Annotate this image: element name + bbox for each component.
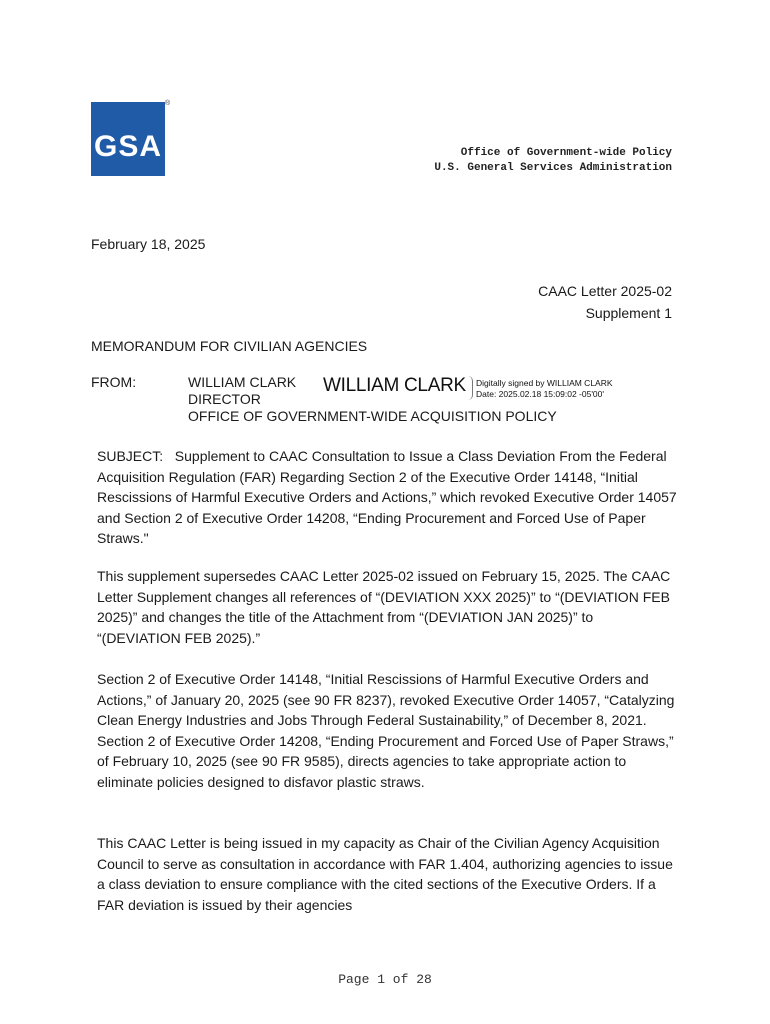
subject-text: Supplement to CAAC Consultation to Issue a Class Deviation From the Federal Acquisition Regulation (FAR) Regarding Section 2 of the Executive Order 14148, “Initial Rescissions of Harmful Executive Orders and Actions,” which revoked Executive Order 14057 and Section 2 of Executive Order 14208, “Ending Procurement and Forced Use of Paper Straws."	[97, 448, 677, 546]
signature-signed-by: Digitally signed by WILLIAM CLARK	[476, 378, 613, 388]
supplement-number: Supplement 1	[585, 305, 672, 321]
from-label: FROM:	[91, 374, 137, 390]
office-line-2: U.S. General Services Administration	[434, 162, 672, 174]
body-paragraph-2: Section 2 of Executive Order 14148, “Initial Rescissions of Harmful Executive Orders and Actions,” of January 20, 2025 (see 90 FR 8237), revoked Executive Order 14057, “Catalyzing Clean Energy Industries and Jobs Through Federal Sustainability,” of December 8, 2021. Section 2 of Executive Order 14208, “Ending Procurement and Forced Use of Paper Straws,” of February 10, 2025 (see 90 FR 9585), directs agencies to take appropriate action to eliminate policies designed to disfavor plastic straws.	[97, 671, 675, 790]
gsa-logo-text: GSA	[93, 130, 162, 163]
from-office: OFFICE OF GOVERNMENT-WIDE ACQUISITION POLICY	[188, 408, 557, 424]
subject-paragraph	[97, 446, 677, 549]
signature-divider	[468, 376, 473, 400]
memo-heading: MEMORANDUM FOR CIVILIAN AGENCIES	[91, 338, 368, 354]
registered-mark: ®	[165, 100, 171, 107]
from-title: DIRECTOR	[188, 391, 261, 407]
letter-date: February 18, 2025	[91, 236, 206, 252]
body-paragraph-3: This CAAC Letter is being issued in my capacity as Chair of the Civilian Agency Acquisition Council to serve as consultation in accordance with FAR 1.404, authorizing agencies to issue a class deviation to ensure compliance with the cited sections of the Executive Orders. If a FAR deviation is issued by their agencies	[97, 835, 673, 913]
office-line-1: Office of Government-wide Policy	[460, 147, 672, 159]
from-name: WILLIAM CLARK	[188, 374, 297, 390]
reference-block	[538, 280, 672, 324]
digital-signature-info	[476, 378, 613, 400]
subject-label: SUBJECT:	[97, 448, 164, 464]
gsa-logo	[91, 102, 165, 176]
office-header	[434, 146, 672, 176]
signature-date: Date: 2025.02.18 15:09:02 -05'00'	[476, 389, 605, 399]
page-number: Page 1 of 28	[338, 972, 432, 987]
letter-number: CAAC Letter 2025-02	[538, 283, 672, 299]
body-paragraph-1: This supplement supersedes CAAC Letter 2025-02 issued on February 15, 2025. The CAAC Letter Supplement changes all references of “(DEVIATION XXX 2025)” to “(DEVIATION FEB 2025)” and changes the title of the Attachment from “(DEVIATION JAN 2025)” to “(DEVIATION FEB 2025).”	[97, 568, 671, 646]
digital-signature-name: WILLIAM CLARK	[323, 375, 466, 396]
